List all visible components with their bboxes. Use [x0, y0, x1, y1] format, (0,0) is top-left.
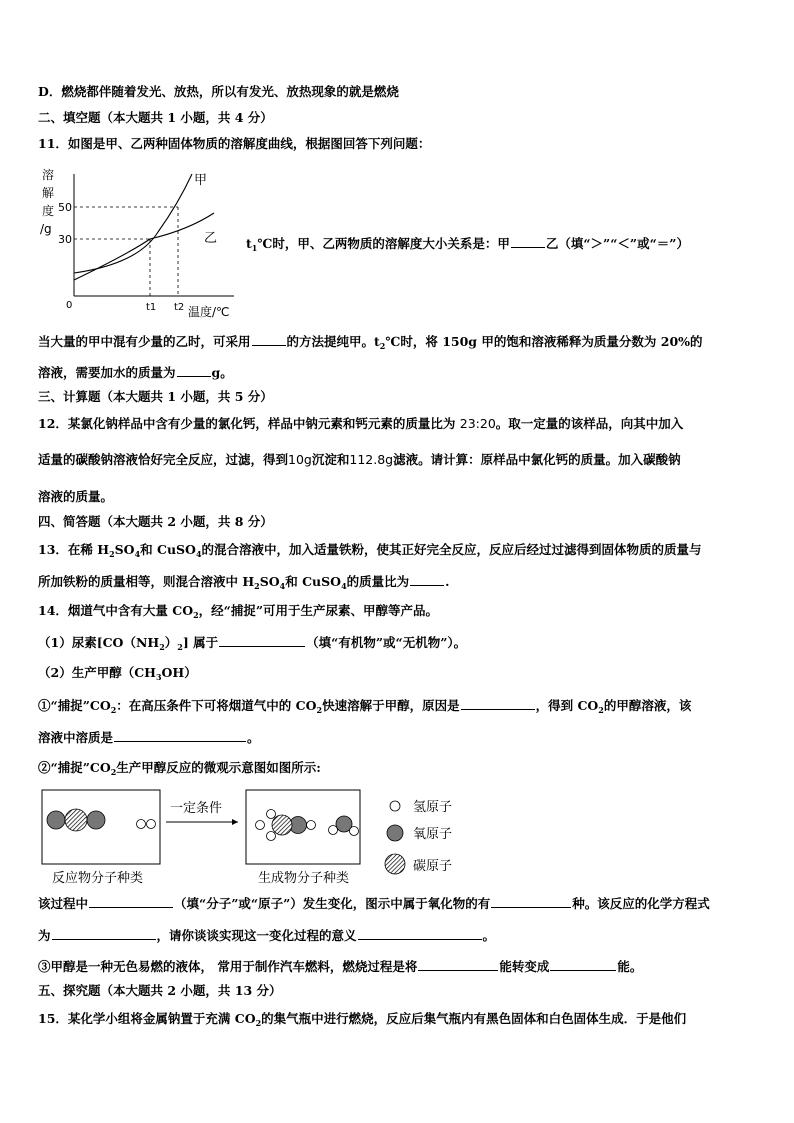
reaction-condition: 一定条件 [170, 801, 223, 816]
ylabel-char-3: 度 [42, 204, 55, 218]
legend-carbon-icon [385, 854, 405, 874]
q14-c1-line1: ①“捕捉$”CO_2$：在高压条件下可将烟道气中的 $CO_2$快速溶解于甲醇，原因是 ，得到 $CO_2$的甲醇溶液，该 [38, 698, 692, 715]
q12-line1: 12．某氯化钠样品中含有少量的氯化钙，样品中钠元素和钙元素的质量比为 23:20。取一定量的该样品，向其中加入 [38, 416, 684, 431]
answer-blank-6[interactable] [461, 697, 535, 710]
section5-heading: 五、探究题（本大题共 2 小题，共 13 分） [38, 983, 282, 998]
answer-blank-13[interactable] [550, 958, 616, 971]
q12-line2: 适量的碳酸钠溶液恰好完全反应，过滤，得到10g沉淀和112.8g滤液。请计算：原样品中氯化钙的质量。加入碳酸钠 [38, 452, 681, 467]
q14-c1-line2: 溶液中溶质是 。 [38, 730, 260, 745]
y-axis-label [40, 167, 54, 236]
tick-50: 50 [58, 201, 72, 214]
tick-30: 30 [58, 233, 72, 246]
section4-heading: 四、简答题（本大题共 2 小题，共 8 分） [38, 514, 273, 529]
legend-carbon-label: 碳原子 [413, 859, 453, 874]
curve-jia [74, 174, 192, 273]
answer-blank-7[interactable] [114, 729, 246, 742]
answer-blank-4[interactable] [410, 573, 444, 586]
co2-molecule [47, 809, 105, 831]
tick-t2: t2 [174, 302, 185, 313]
q11-part3: 溶液，需要加水的质量为 g。 [38, 365, 233, 380]
answer-blank-3[interactable] [177, 364, 211, 377]
solubility-graph [38, 160, 248, 325]
section3-heading: 三、计算题（本大题共 1 小题，共 5 分） [38, 389, 273, 404]
answer-blank-9[interactable] [491, 895, 571, 908]
hydrogen-atom [267, 832, 276, 841]
q14-stem: 14．烟道气中含有大量 $CO_2$，经“捕捉”可用于生产尿素、甲醇等产品。 [38, 603, 439, 620]
q15-line1: 15．某化学小组将金属钠置于充满 $CO_2$的集气瓶中进行燃烧，反应后集气瓶内有黑色固体和白色固体生成．于是他们 [38, 1011, 687, 1028]
q11-stem: 11．如图是甲、乙两种固体物质的溶解度曲线，根据图回答下列问题： [38, 136, 431, 151]
reaction-diagram [38, 784, 478, 888]
arrow-head [232, 819, 238, 825]
curve-label-yi: 乙 [204, 231, 218, 246]
q13-line1: 13．在稀 $H_2SO_4$和 CuSO$_4$的混合溶液中，加入适量铁粉，使其正好完全反应，反应后经过过滤得到固体物质的质量与 [38, 542, 702, 559]
legend-hydrogen-label: 氢原子 [413, 800, 453, 815]
legend-hydrogen-icon [390, 801, 400, 811]
carbon-atom [272, 815, 292, 835]
ylabel-char-4: /g [40, 222, 52, 236]
hydrogen-atom [256, 821, 265, 830]
hydrogen-atom [307, 821, 316, 830]
origin-label: 0 [66, 300, 73, 311]
q14-part1: （1）尿素$[CO(NH_2)_2]$ 属于 （填“有机物”或“无机物”）。 [38, 635, 467, 652]
hydrogen-atom [267, 810, 276, 819]
product-caption: 生成物分子种类 [258, 871, 350, 886]
q11-part2: 当大量的甲中混有少量的乙时，可采用 的方法提纯甲。$t_2℃$时，将 150g 甲的饱和溶液稀释为质量分数为 20%的 [38, 334, 703, 351]
carbon-atom [65, 809, 87, 831]
ylabel-char-1: 溶 [42, 168, 55, 182]
ylabel-char-2: 解 [42, 186, 55, 200]
q12-line3: 溶液的质量。 [38, 489, 114, 504]
x-axis-label: 温度/℃ [188, 305, 230, 319]
q13-line2: 所加铁粉的质量相等，则混合溶液中 $H_2SO_4$和 CuSO$_4$的质量比为 . [38, 574, 450, 591]
legend-oxygen-label: 氧原子 [413, 827, 453, 842]
legend-oxygen-icon [387, 825, 403, 841]
reactant-caption: 反应物分子种类 [52, 871, 144, 886]
hydrogen-atom [147, 820, 156, 829]
answer-blank-5[interactable] [219, 634, 305, 647]
answer-blank-1[interactable] [511, 235, 545, 248]
answer-blank-2[interactable] [252, 333, 286, 346]
q14-part2: （2）生产甲醇$(CH_3OH)$ [38, 665, 197, 682]
q14-c2-stem: ②“捕捉$”CO_2$生产甲醇反应的微观示意图如图所示: [38, 760, 321, 777]
curve-label-jia: 甲 [194, 173, 208, 188]
answer-blank-12[interactable] [418, 958, 498, 971]
q14-d1: 该过程中 （填“分子”或“原子”）发生变化，图示中属于氧化物的有 种。该反应的化学方程式 [38, 896, 710, 911]
q14-c3: ③甲醇是一种无色易燃的液体， 常用于制作汽车燃料，燃烧过程是将 能转变成 能。 [38, 959, 643, 974]
q10-option-d: D．燃烧都伴随着发光、放热，所以有发光、放热现象的就是燃烧 [38, 84, 399, 99]
section2-heading: 二、填空题（本大题共 1 小题，共 4 分） [38, 110, 273, 125]
curve-yi [74, 213, 214, 280]
q14-d2: 为 ，请你谈谈实现这一变化过程的意义 。 [38, 928, 496, 943]
q11-part1: $t_1℃$时，甲、乙两物质的溶解度大小关系是：甲 乙（填“＞”“＜”或“＝”） [246, 236, 689, 253]
oxygen-atom [47, 811, 65, 829]
answer-blank-10[interactable] [52, 927, 156, 940]
answer-blank-11[interactable] [358, 927, 482, 940]
hydrogen-atom [350, 827, 359, 836]
hydrogen-atom [329, 826, 338, 835]
hydrogen-atom [137, 820, 146, 829]
answer-blank-8[interactable] [89, 895, 173, 908]
tick-t1: t1 [146, 302, 157, 313]
oxygen-atom [87, 811, 105, 829]
